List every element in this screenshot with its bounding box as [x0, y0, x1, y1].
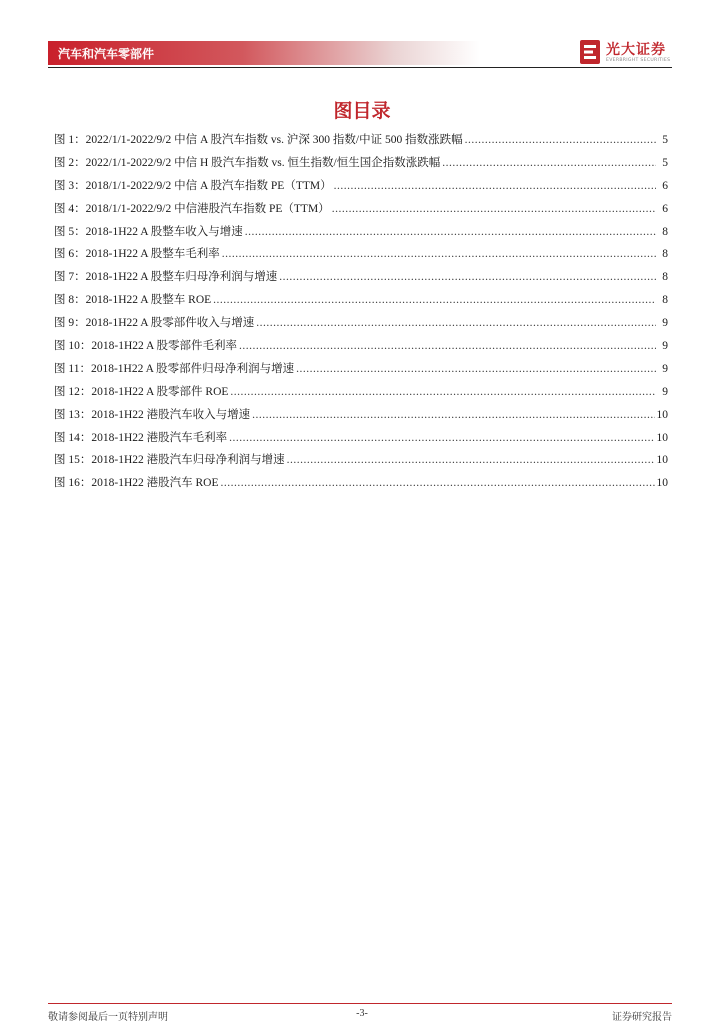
toc-dot-leader	[230, 386, 656, 398]
toc-entry-page: 10	[656, 477, 668, 490]
brand-logo-icon	[580, 40, 600, 64]
toc-entry-label: 图 15：2018-1H22 港股汽车归母净利润与增速	[54, 454, 285, 467]
toc-entry-page: 10	[656, 431, 668, 444]
header-section-bar	[48, 41, 480, 65]
toc-dot-leader	[334, 180, 656, 192]
brand-name-en: EVERBRIGHT SECURITIES	[606, 58, 671, 63]
toc-entry[interactable]	[54, 406, 668, 429]
toc-dot-leader	[221, 477, 655, 489]
footer-doc-type: 证券研究报告	[612, 1012, 672, 1023]
toc-entry[interactable]	[54, 291, 668, 314]
toc-entry-label: 图 6：2018-1H22 A 股整车毛利率	[54, 248, 220, 261]
toc-entry[interactable]	[54, 474, 668, 497]
toc-entry[interactable]	[54, 223, 668, 246]
toc-dot-leader	[287, 454, 655, 466]
toc-entry-label: 图 5：2018-1H22 A 股整车收入与增速	[54, 225, 243, 238]
toc-entry-page: 5	[662, 134, 668, 146]
toc-dot-leader	[229, 432, 654, 444]
toc-entry-label: 图 2：2022/1/1-2022/9/2 中信 H 股汽车指数 vs. 恒生指数/恒生国企指数涨跌幅	[54, 156, 441, 169]
toc-entry[interactable]	[54, 429, 668, 452]
toc-entry-page: 9	[662, 385, 668, 398]
toc-entry-label: 图 9：2018-1H22 A 股零部件收入与增速	[54, 317, 255, 330]
toc-dot-leader	[239, 340, 656, 352]
toc-entry-label: 图 11：2018-1H22 A 股零部件归母净利润与增速	[54, 362, 295, 375]
toc-entry-page: 8	[662, 248, 668, 261]
footer-page-number: -3-	[356, 1008, 368, 1019]
toc-entry-page: 10	[656, 408, 668, 421]
toc-title: 图目录	[333, 100, 391, 122]
toc-entry-label: 图 7：2018-1H22 A 股整车归母净利润与增速	[54, 271, 278, 284]
toc-entry[interactable]	[54, 268, 668, 291]
toc-entry-label: 图 3：2018/1/1-2022/9/2 中信 A 股汽车指数 PE（TTM）	[54, 179, 332, 192]
toc-entry-page: 8	[662, 225, 668, 238]
toc-entry[interactable]	[54, 154, 668, 177]
toc-dot-leader	[245, 226, 656, 238]
toc-dot-leader	[279, 271, 656, 283]
toc-entry[interactable]	[54, 383, 668, 406]
toc-dot-leader	[256, 317, 656, 329]
toc-entry[interactable]	[54, 131, 668, 154]
toc-entry-page: 5	[662, 156, 668, 169]
toc-entry-page: 10	[656, 454, 668, 467]
toc-dot-leader	[465, 134, 656, 146]
toc-entry[interactable]	[54, 451, 668, 474]
toc-entry-page: 6	[662, 202, 668, 215]
toc-dot-leader	[222, 248, 656, 260]
toc-dot-leader	[252, 409, 654, 421]
figure-toc-list	[54, 131, 668, 497]
footer-divider	[48, 1003, 672, 1004]
toc-entry-label: 图 10：2018-1H22 A 股零部件毛利率	[54, 340, 238, 353]
section-label: 汽车和汽车零部件	[58, 47, 155, 61]
toc-entry-page: 6	[662, 179, 668, 192]
toc-entry-label: 图 16：2018-1H22 港股汽车 ROE	[54, 477, 219, 490]
toc-entry-page: 9	[662, 340, 668, 353]
toc-entry-label: 图 13：2018-1H22 港股汽车收入与增速	[54, 408, 251, 421]
brand-logo	[578, 38, 678, 66]
toc-dot-leader	[296, 363, 656, 375]
toc-entry[interactable]	[54, 360, 668, 383]
toc-entry[interactable]	[54, 200, 668, 223]
toc-entry-label: 图 12：2018-1H22 A 股零部件 ROE	[54, 385, 229, 398]
toc-entry-page: 9	[662, 317, 668, 330]
toc-entry-page: 8	[662, 271, 668, 284]
toc-entry-label: 图 14：2018-1H22 港股汽车毛利率	[54, 431, 228, 444]
toc-entry-page: 9	[662, 362, 668, 375]
toc-entry[interactable]	[54, 245, 668, 268]
toc-dot-leader	[442, 157, 656, 169]
header-divider	[48, 67, 672, 68]
toc-entry-label: 图 8：2018-1H22 A 股整车 ROE	[54, 294, 212, 307]
brand-name-cn: 光大证券	[606, 42, 666, 58]
toc-dot-leader	[332, 203, 656, 215]
footer-disclaimer: 敬请参阅最后一页特别声明	[48, 1012, 168, 1023]
toc-dot-leader	[213, 294, 656, 306]
toc-entry[interactable]	[54, 177, 668, 200]
toc-entry[interactable]	[54, 314, 668, 337]
toc-entry[interactable]	[54, 337, 668, 360]
toc-entry-label: 图 4：2018/1/1-2022/9/2 中信港股汽车指数 PE（TTM）	[54, 202, 330, 215]
toc-entry-page: 8	[662, 294, 668, 307]
toc-entry-label: 图 1：2022/1/1-2022/9/2 中信 A 股汽车指数 vs. 沪深 300 指数/中证 500 指数涨跌幅	[54, 134, 463, 146]
